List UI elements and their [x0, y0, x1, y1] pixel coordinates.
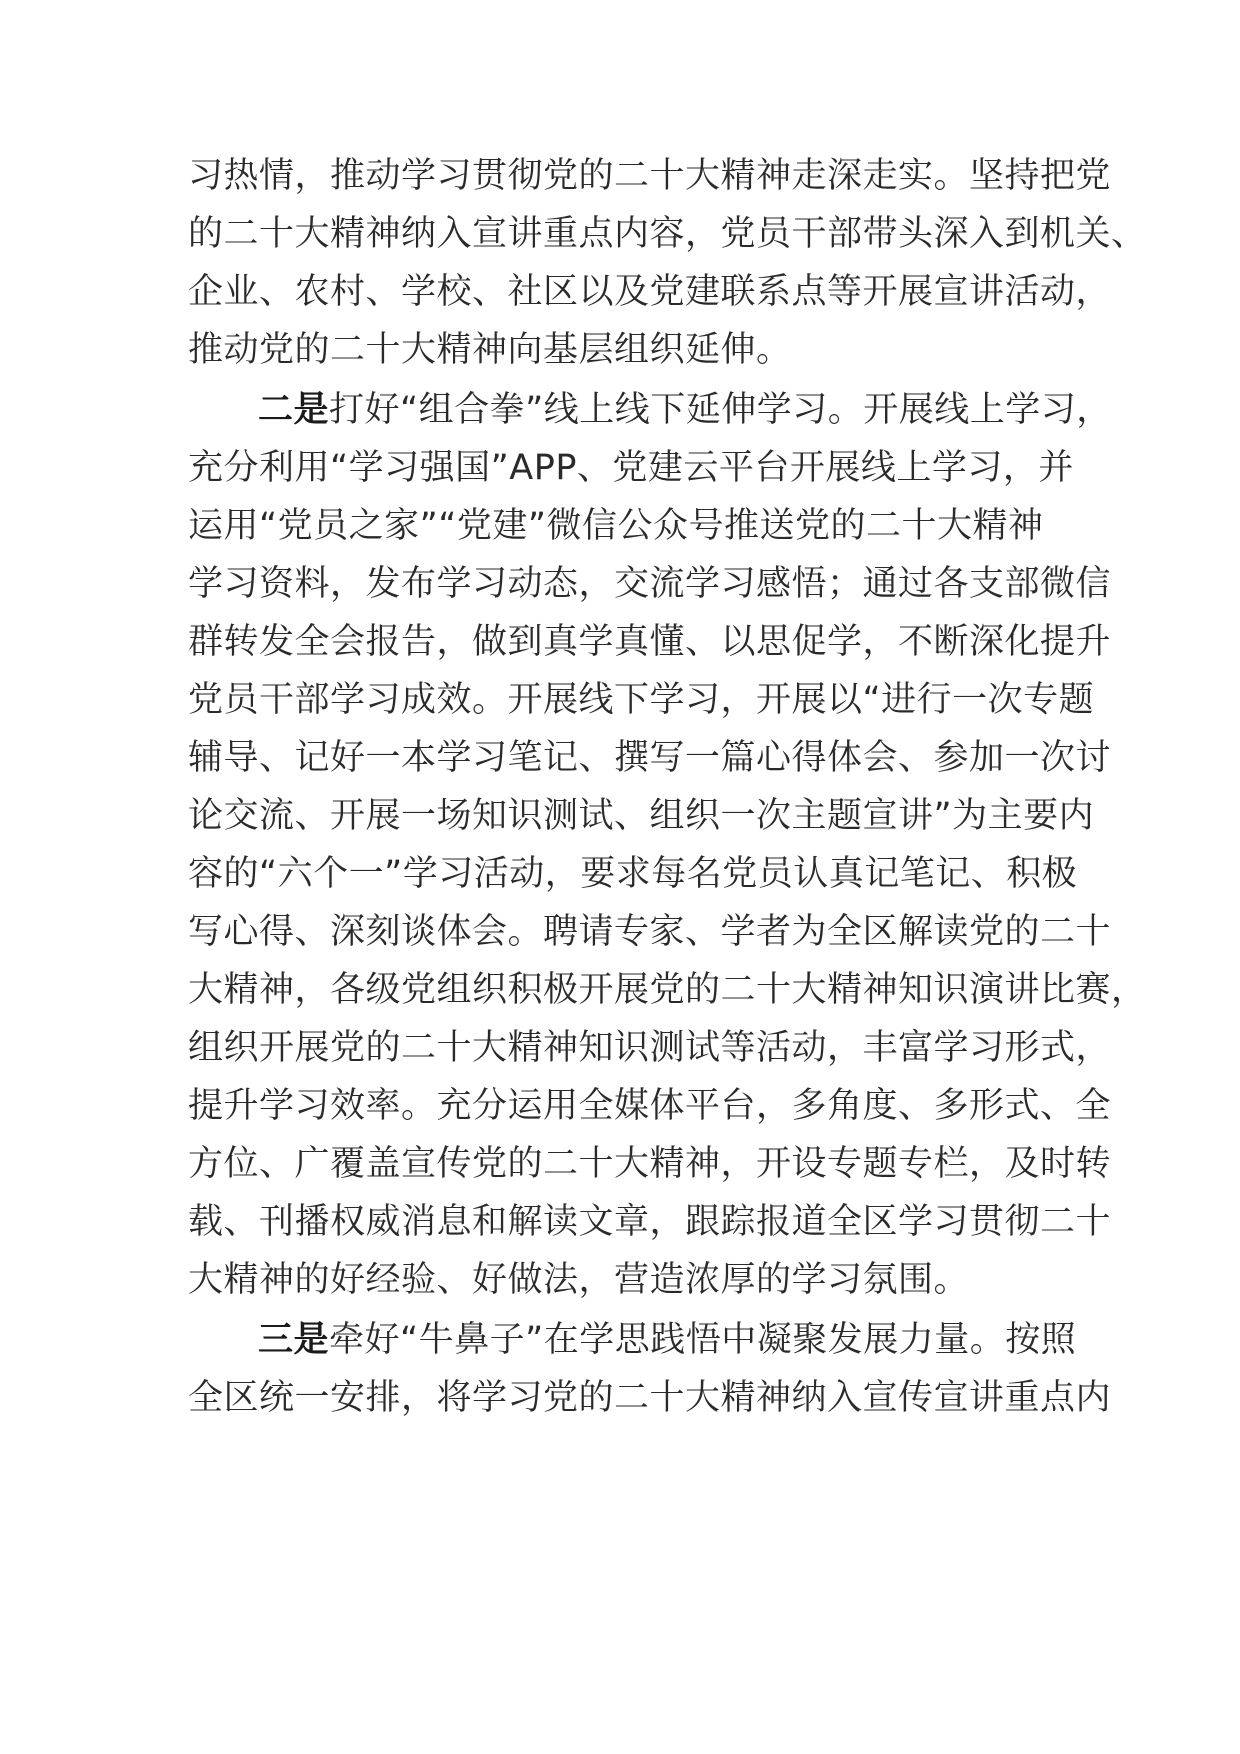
text-line: 提升学习效率。充分运用全媒体平台，多角度、多形式、全: [188, 1086, 1112, 1126]
text-line: 的二十大精神纳入宣讲重点内容，党员干部带头深入到机关、: [188, 214, 1147, 254]
text-line: 大精神的好经验、好做法，营造浓厚的学习氛围。: [188, 1260, 970, 1300]
text-line: 组织开展党的二十大精神知识测试等活动，丰富学习形式，: [188, 1028, 1112, 1068]
text-line: 载、刊播权威消息和解读文章，跟踪报道全区学习贯彻二十: [188, 1202, 1112, 1242]
paragraph-first-line-text: 打好“组合拳”线上线下延伸学习。开展线上学习，: [329, 390, 1112, 430]
paragraph-first-line-text: 牵好“牛鼻子”在学思践悟中凝聚发展力量。按照: [329, 1320, 1077, 1360]
paragraph-lead: 三是: [258, 1320, 330, 1360]
text-line: 全区统一安排，将学习党的二十大精神纳入宣传宣讲重点内: [188, 1378, 1112, 1418]
text-line: 习热情，推动学习贯彻党的二十大精神走深走实。坚持把党: [188, 156, 1112, 196]
text-line: 党员干部学习成效。开展线下学习，开展以“进行一次专题: [188, 680, 1095, 720]
text-line: 群转发全会报告，做到真学真懂、以思促学，不断深化提升: [188, 622, 1112, 662]
text-line: 运用“党员之家”“党建”微信公众号推送党的二十大精神: [188, 506, 1044, 546]
text-line: 企业、农村、学校、社区以及党建联系点等开展宣讲活动，: [188, 272, 1112, 312]
text-line: 大精神，各级党组织积极开展党的二十大精神知识演讲比赛，: [188, 970, 1147, 1010]
text-line: 论交流、开展一场知识测试、组织一次主题宣讲”为主要内: [188, 796, 1095, 836]
paragraph-first-line: [258, 1320, 1076, 1360]
paragraph-first-line: [258, 390, 1112, 430]
paragraph-lead: 二是: [258, 390, 330, 430]
text-line: 方位、广覆盖宣传党的二十大精神，开设专题专栏，及时转: [188, 1144, 1112, 1184]
text-line: 辅导、记好一本学习笔记、撰写一篇心得体会、参加一次讨: [188, 738, 1112, 778]
text-line: 写心得、深刻谈体会。聘请专家、学者为全区解读党的二十: [188, 912, 1112, 952]
text-line: 推动党的二十大精神向基层组织延伸。: [188, 330, 792, 370]
text-line: 学习资料，发布学习动态，交流学习感悟；通过各支部微信: [188, 564, 1112, 604]
text-line: 容的“六个一”学习活动，要求每名党员认真记笔记、积极: [188, 854, 1078, 894]
text-line: 充分利用“学习强国”APP、党建云平台开展线上学习，并: [188, 448, 1074, 488]
